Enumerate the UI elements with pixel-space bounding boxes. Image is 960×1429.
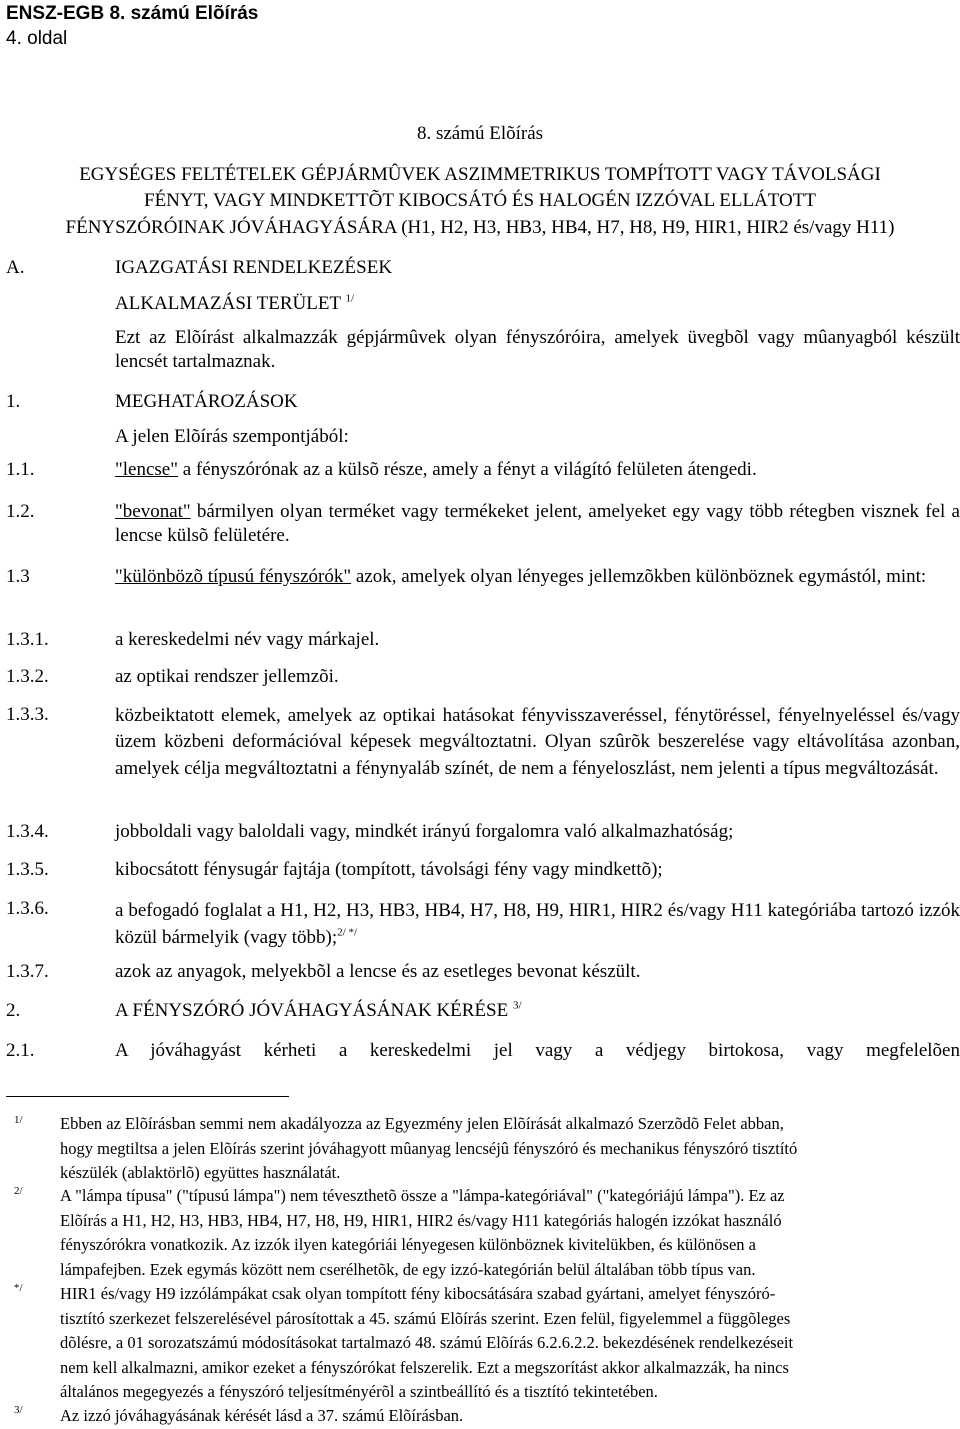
defined-term: "bevonat" (115, 501, 191, 522)
clause-number: 1.3.2. (6, 666, 49, 687)
clause-text: az optikai rendszer jellemzõi. (115, 666, 339, 687)
footnote-mark: 3/ (14, 1404, 23, 1416)
footnote-text: HIR1 és/vagy H9 izzólámpákat csak olyan tompított fény kibocsátására szabad gyártani, amelyet fényszóró- tisztító szerkezet felszerelésével párosítottak a 45. számú Elõírás szerint. Ezen felül, figyelemmel a függõleges dõlésre, a 01 sorozatszámú módosításokat tartalmazó 48. számú Elõírás 6.2.6.2.2. bekezdésének rendelkezéseit nem kell alkalmazni, amikor ezeket a fényszórókat felszerelik. Ezt a megszorítást akkor alkalmazzák, ha nincs általános megegyezés a fényszóró teljesítményérõl a szintbeállító és a tisztító tekintetében. (60, 1284, 794, 1401)
clause-number: 1.3.6. (6, 898, 49, 919)
clause-number: 1.2. (6, 501, 35, 522)
defined-term: "lencse" (115, 459, 178, 480)
clause-text: A jóváhagyást kérheti a kereskedelmi jel vagy a védjegy birtokosa, vagy megfelelõen (115, 1040, 960, 1061)
footnote-ref: 1/ (345, 292, 355, 305)
clause-text: azok az anyagok, melyekbõl a lencse és az esetleges bevonat készült. (115, 961, 641, 982)
scope-title: ALKALMAZÁSI TERÜLET $^{1/}$ (115, 292, 355, 314)
clause-number: 1.3.5. (6, 859, 49, 880)
clause-number: 1.1. (6, 459, 35, 480)
defined-term: "különbözõ típusú fényszórók" (115, 566, 352, 587)
footnote-mark: 2/ (14, 1185, 23, 1197)
clause-text: "bevonat" bármilyen olyan terméket vagy termékeket jelent, amelyeket egy vagy több rétegben visznek fel a lencse külsõ felületére. (115, 501, 960, 546)
scope-text: Ezt az Elõírást alkalmazzák gépjármûvek olyan fényszóróira, amelyek üvegbõl vagy mûanyagból készült lencsét tartalmaznak. (115, 327, 960, 372)
clause-number: 1.3.4. (6, 821, 49, 842)
clause-number: 1.3 (6, 566, 30, 587)
regulation-title-line: FÉNYT, VAGY MINDKETTÕT KIBOCSÁTÓ ÉS HALOGÉN IZZÓVAL ELLÁTOTT (144, 190, 816, 211)
footnote-mark: 1/ (14, 1114, 23, 1126)
footnote-text: A "lámpa típusa" ("típusú lámpa") nem téveszthetõ össze a "lámpa-kategóriával" ("kategóriájú lámpa"). Ez az Elõírás a H1, H2, H3, HB3, HB4, H7, H8, H9, HIR1, HIR2 és/vagy H11 kategóriás halogén izzókat használó fényszórókra vonatkozik. Az izzók ilyen kategóriái lényegesen különböznek kivitelükben, és különösen a lámpafejben. Ezek egymás között nem cserélhetõk, de egy izzó-kategórián belül általában több típus van. (60, 1186, 785, 1279)
footnote-separator (6, 1096, 289, 1097)
clause-text: a befogadó foglalat a H1, H2, H3, HB3, HB4, H7, H8, H9, HIR1, HIR2 és/vagy H11 kategóriába tartozó izzók közül bármelyik (vagy több);$^{2/ */}$ (115, 900, 960, 948)
clause-text: "különbözõ típusú fényszórók" azok, amelyek olyan lényeges jellemzõkben különböznek egymástól, mint: (115, 566, 927, 587)
clause-number: 1.3.7. (6, 961, 49, 982)
clause-text: "lencse" a fényszórónak az a külsõ része, amely a fényt a világító felületen átengedi. (115, 459, 757, 480)
section-title: A FÉNYSZÓRÓ JÓVÁHAGYÁSÁNAK KÉRÉSE $^{3/}$ (115, 999, 522, 1021)
regulation-number: 8. számú Elõírás (416, 123, 544, 144)
section-number: 2. (6, 1000, 21, 1021)
clause-text: a kereskedelmi név vagy márkajel. (115, 629, 380, 650)
clause-text: közbeiktatott elemek, amelyek az optikai hatásokat fényvisszaveréssel, fénytöréssel, fényelnyeléssel és/vagy üzem közbeni deformációval képesek megváltoztatni. Olyan szûrõk beszerelése vagy eltávolítása azonban, amelyek célja megváltoztatni a fénynyaláb színét, de nem a fényeloszlást, nem jelenti a típus megváltozását. (115, 705, 960, 779)
footnote-text: Ebben az Elõírásban semmi nem akadályozza az Egyezmény jelen Elõírását alkalmazó Szerzõdõ Felet abban, hogy megtiltsa a jelen Elõírás szerint jóváhagyott mûanyag lencséjû fényszóró és mechanikus fényszóró tisztító készülék (ablaktörlõ) együttes használatát. (60, 1114, 798, 1182)
regulation-title-line: FÉNYSZÓRÓINAK JÓVÁHAGYÁSÁRA (H1, H2, H3, HB3, HB4, H7, H8, H9, HIR1, HIR2 és/vagy H11) (65, 217, 895, 238)
document-title: ENSZ-EGB 8. számú Elõírás (6, 3, 259, 24)
regulation-title-line: EGYSÉGES FELTÉTELEK GÉPJÁRMÛVEK ASZIMMETRIKUS TOMPÍTOTT VAGY TÁVOLSÁGI (79, 164, 881, 185)
section-number: A. (6, 257, 25, 278)
section-title: MEGHATÁROZÁSOK (115, 391, 298, 412)
footnote-text: Az izzó jóváhagyásának kérését lásd a 37. számú Elõírásban. (60, 1406, 464, 1425)
footnote-ref: 3/ (512, 999, 522, 1012)
clause-number: 2.1. (6, 1040, 35, 1061)
section-number: 1. (6, 391, 21, 412)
footnote-ref: 2/ */ (337, 926, 358, 939)
section-title: IGAZGATÁSI RENDELKEZÉSEK (115, 257, 393, 278)
page-number: 4. oldal (6, 28, 68, 49)
clause-text: kibocsátott fénysugár fajtája (tompított, távolsági fény vagy mindkettõ); (115, 859, 663, 880)
clause-number: 1.3.1. (6, 629, 49, 650)
definitions-intro: A jelen Elõírás szempontjából: (115, 426, 349, 447)
clause-text: jobboldali vagy baloldali vagy, mindkét irányú forgalomra való alkalmazhatóság; (115, 821, 734, 842)
footnote-mark: */ (14, 1282, 23, 1294)
clause-number: 1.3.3. (6, 704, 49, 725)
